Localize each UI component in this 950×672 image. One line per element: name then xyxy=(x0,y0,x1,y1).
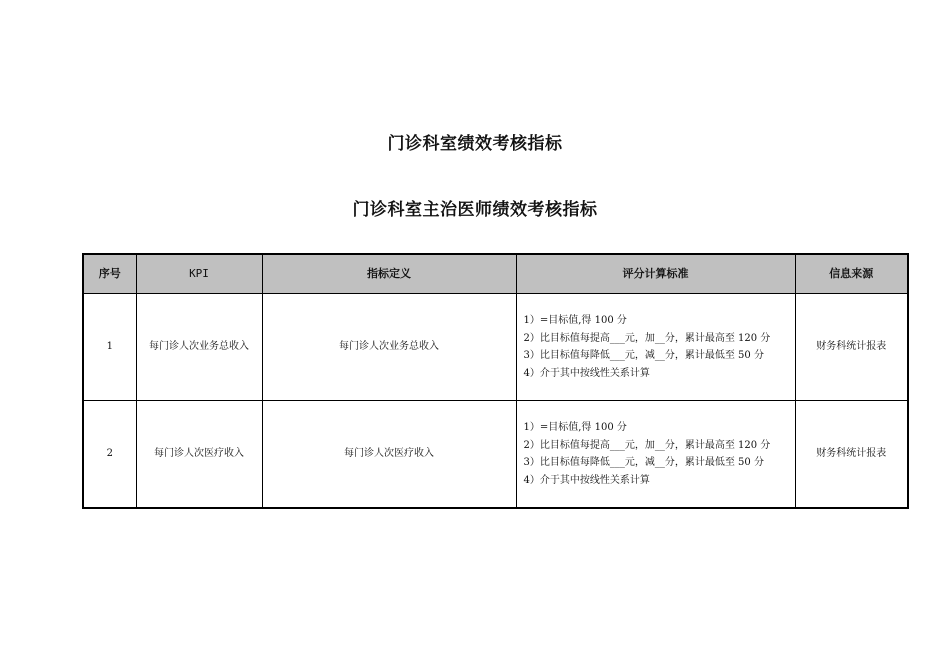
criteria-line: 3）比目标值每降低___元，减__分，累计最低至 50 分 xyxy=(523,457,764,468)
row-kpi-text: 每门诊人次医疗收入 xyxy=(154,448,244,460)
row-kpi xyxy=(136,401,262,509)
table-header-row xyxy=(83,254,908,294)
row-index: 2 xyxy=(83,401,136,509)
row-index: 1 xyxy=(83,294,136,401)
criteria-line: 3）比目标值每降低___元，减__分，累计最低至 50 分 xyxy=(523,350,764,361)
header-kpi: KPI xyxy=(136,254,262,294)
row-definition: 每门诊人次业务总收入 xyxy=(262,294,516,401)
row-kpi-text: 每门诊人次业务总收入 xyxy=(149,341,249,353)
table-row xyxy=(83,294,908,401)
header-definition: 指标定义 xyxy=(262,254,516,294)
document-title: 门诊科室绩效考核指标 xyxy=(387,134,563,154)
table-row xyxy=(83,401,908,509)
row-source: 财务科统计报表 xyxy=(795,401,908,509)
document-subtitle: 门诊科室主治医师绩效考核指标 xyxy=(352,200,598,220)
row-criteria xyxy=(516,294,795,401)
row-criteria xyxy=(516,401,795,509)
header-criteria: 评分计算标准 xyxy=(516,254,795,294)
criteria-line: 1）=目标值,得 100 分 xyxy=(523,422,627,433)
criteria-line: 4）介于其中按线性关系计算 xyxy=(523,474,650,486)
header-index: 序号 xyxy=(83,254,136,294)
header-source: 信息来源 xyxy=(795,254,908,294)
row-kpi xyxy=(136,294,262,401)
row-definition: 每门诊人次医疗收入 xyxy=(262,401,516,509)
criteria-line: 4）介于其中按线性关系计算 xyxy=(523,367,650,379)
criteria-line: 2）比目标值每提高___元，加__分，累计最高至 120 分 xyxy=(523,332,771,344)
row-source: 财务科统计报表 xyxy=(795,294,908,401)
criteria-line: 2）比目标值每提高___元，加__分，累计最高至 120 分 xyxy=(523,439,771,451)
criteria-line: 1）=目标值,得 100 分 xyxy=(523,315,627,326)
kpi-table xyxy=(82,253,909,509)
